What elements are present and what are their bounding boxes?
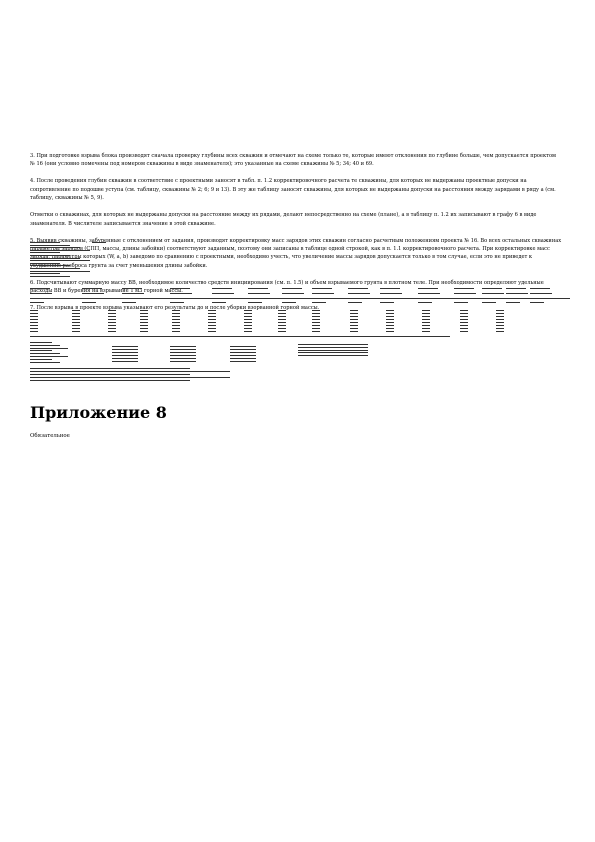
form-cell xyxy=(208,328,216,329)
form-cell xyxy=(386,319,394,320)
form-summary-line xyxy=(30,348,68,349)
form-cell xyxy=(422,331,430,332)
form-cell xyxy=(244,310,252,311)
form-summary-line xyxy=(170,361,196,362)
form-cell xyxy=(278,322,286,323)
paragraph-note: Отметки о скважинах, для которых не выдержаны допуски на расстояние между их рядами, делают непосредственно на схеме (планe), а в таблицу п. 1.2 их записывают в графу 6 в виде знаменателя. В числителе записывается значение в этой скважине. xyxy=(30,212,537,227)
form-summary-line xyxy=(298,355,368,356)
form-cell xyxy=(496,325,504,326)
form-cell xyxy=(72,325,80,326)
form-cell xyxy=(208,313,216,314)
form-summary-line xyxy=(170,358,196,359)
form-column-header xyxy=(312,288,332,289)
form-cell xyxy=(82,302,96,303)
form-cell xyxy=(244,331,252,332)
form-cell xyxy=(172,313,180,314)
form-cell xyxy=(422,319,430,320)
form-cell xyxy=(454,302,468,303)
form-header-line xyxy=(30,252,60,253)
paragraph-3: 3. При подготовке взрыва блока производят сначала проверку глубины всех скважин и отмечают на схеме только те, которые имеют отклонения по глубине больше, чем допускается проектом № 16 (они условно помечены под номером скважины в виде знаменателя); это указанные на схеме скважины № 5; 34; 40 и 69. xyxy=(30,153,556,168)
form-rule xyxy=(30,336,450,337)
form-cell xyxy=(312,322,320,323)
form-summary-line xyxy=(170,352,196,353)
form-column-header xyxy=(248,288,268,289)
form-header-line xyxy=(30,250,90,251)
form-cell xyxy=(386,310,394,311)
form-summary-line xyxy=(298,344,368,345)
form-summary-line xyxy=(30,353,60,354)
form-cell xyxy=(140,310,148,311)
form-column-header xyxy=(122,293,144,294)
form-cell xyxy=(170,302,184,303)
form-column-header xyxy=(82,293,104,294)
form-cell xyxy=(460,313,468,314)
form-cell xyxy=(140,331,148,332)
appendix-subheading: Обязательное xyxy=(30,433,70,439)
form-cell xyxy=(30,313,38,314)
form-column-header xyxy=(312,293,334,294)
form-column-header xyxy=(506,288,526,289)
form-summary-line xyxy=(112,355,138,356)
form-cell xyxy=(140,325,148,326)
form-cell xyxy=(350,325,358,326)
form-cell xyxy=(312,328,320,329)
form-cell xyxy=(496,322,504,323)
form-summary-line xyxy=(230,358,256,359)
form-cell xyxy=(350,310,358,311)
form-cell xyxy=(506,302,520,303)
form-cell xyxy=(460,316,468,317)
form-cell xyxy=(312,316,320,317)
form-cell xyxy=(208,319,216,320)
form-summary-line xyxy=(170,349,196,350)
form-cell xyxy=(30,325,38,326)
form-cell xyxy=(172,310,180,311)
form-cell xyxy=(312,310,320,311)
form-column-header xyxy=(282,293,304,294)
appendix-heading: Приложение 8 xyxy=(30,403,167,422)
form-cell xyxy=(108,319,116,320)
form-cell xyxy=(386,322,394,323)
form-summary-line xyxy=(230,361,256,362)
form-column-header xyxy=(380,288,400,289)
form-cell xyxy=(30,328,38,329)
form-cell xyxy=(140,316,148,317)
form-cell xyxy=(30,331,38,332)
form-footer-line xyxy=(30,380,190,381)
form-cell xyxy=(108,325,116,326)
form-cell xyxy=(30,319,38,320)
form-cell xyxy=(496,310,504,311)
form-cell xyxy=(312,313,320,314)
form-summary-line xyxy=(112,358,138,359)
form-cell xyxy=(460,331,468,332)
form-cell xyxy=(278,331,286,332)
form-cell xyxy=(172,319,180,320)
form-cell xyxy=(72,316,80,317)
form-cell xyxy=(72,319,80,320)
form-summary-line xyxy=(30,345,60,346)
form-cell xyxy=(30,302,44,303)
form-header-line xyxy=(30,263,60,264)
form-cell xyxy=(496,328,504,329)
form-header-line xyxy=(30,276,70,277)
form-column-header xyxy=(170,288,190,289)
form-cell xyxy=(108,313,116,314)
form-cell xyxy=(278,313,286,314)
form-footer-line xyxy=(30,374,190,375)
form-cell xyxy=(350,313,358,314)
form-column-header xyxy=(380,293,402,294)
form-cell xyxy=(30,310,38,311)
form-column-header xyxy=(482,288,502,289)
form-cell xyxy=(72,331,80,332)
form-cell xyxy=(108,328,116,329)
form-cell xyxy=(108,322,116,323)
form-cell xyxy=(386,331,394,332)
form-summary-line xyxy=(30,350,52,351)
form-column-header xyxy=(122,288,142,289)
form-cell xyxy=(350,319,358,320)
form-column-header xyxy=(530,288,550,289)
form-cell xyxy=(244,313,252,314)
form-summary-line xyxy=(30,342,52,343)
form-cell xyxy=(122,302,136,303)
form-summary-line xyxy=(112,349,138,350)
form-cell xyxy=(278,328,286,329)
form-cell xyxy=(140,313,148,314)
form-cell xyxy=(278,316,286,317)
form-column-header xyxy=(212,288,232,289)
form-cell xyxy=(386,325,394,326)
form-column-header xyxy=(170,293,192,294)
form-cell xyxy=(496,316,504,317)
form-cell xyxy=(350,316,358,317)
form-cell xyxy=(460,325,468,326)
form-column-header xyxy=(418,293,440,294)
form-cell xyxy=(278,310,286,311)
form-column-header xyxy=(454,293,476,294)
form-cell xyxy=(278,325,286,326)
form-column-header xyxy=(248,293,270,294)
form-cell xyxy=(348,302,362,303)
form-cell xyxy=(172,322,180,323)
form-rule xyxy=(30,298,570,299)
form-cell xyxy=(244,319,252,320)
form-cell xyxy=(30,316,38,317)
form-cell xyxy=(108,331,116,332)
form-header-line xyxy=(30,242,60,243)
form-summary-line xyxy=(170,355,196,356)
form-column-header xyxy=(212,293,234,294)
form-column-header xyxy=(30,288,50,289)
form-cell xyxy=(172,325,180,326)
form-column-header xyxy=(282,288,302,289)
form-summary-line xyxy=(298,350,368,351)
form-column-header xyxy=(348,288,368,289)
form-cell xyxy=(278,319,286,320)
form-column-header xyxy=(506,293,528,294)
form-column-header xyxy=(482,293,504,294)
form-cell xyxy=(208,331,216,332)
form-cell xyxy=(244,325,252,326)
form-summary-line xyxy=(112,346,138,347)
form-summary-line xyxy=(112,352,138,353)
form-summary-line xyxy=(170,346,196,347)
form-header-line xyxy=(30,255,70,256)
form-header-line xyxy=(30,247,80,248)
form-summary-line xyxy=(230,349,256,350)
form-cell xyxy=(386,313,394,314)
form-header-line xyxy=(30,273,60,274)
form-cell xyxy=(350,331,358,332)
form-cell xyxy=(208,316,216,317)
form-cell xyxy=(172,331,180,332)
form-cell xyxy=(422,328,430,329)
form-cell xyxy=(140,328,148,329)
form-cell xyxy=(208,310,216,311)
form-cell xyxy=(172,328,180,329)
paragraph-6: 6. Подсчитывают суммарную массу ВВ, необходимое количество средств инициирования (см. п. 1.5) и объем взрываемого грунта в плотном теле. При необходимости определяют удельные расходы ВВ и бурения на взрывание 1 м3 горной массы. xyxy=(30,279,544,295)
form-cell xyxy=(72,322,80,323)
form-column-header xyxy=(454,288,474,289)
form-cell xyxy=(72,328,80,329)
form-column-header xyxy=(30,293,52,294)
form-cell xyxy=(208,322,216,323)
form-cell xyxy=(312,331,320,332)
form-cell xyxy=(386,316,394,317)
form-cell xyxy=(422,310,430,311)
form-header-line xyxy=(30,271,90,272)
form-cell xyxy=(208,325,216,326)
form-summary-line xyxy=(112,361,138,362)
form-cell xyxy=(386,328,394,329)
form-cell xyxy=(422,325,430,326)
form-cell xyxy=(422,322,430,323)
form-cell xyxy=(244,322,252,323)
form-cell xyxy=(460,328,468,329)
form-header-line xyxy=(30,260,90,261)
form-cell xyxy=(482,302,496,303)
form-summary-line xyxy=(230,346,256,347)
form-cell xyxy=(350,328,358,329)
form-header-line xyxy=(30,245,70,246)
form-column-header xyxy=(418,288,438,289)
form-cell xyxy=(248,302,262,303)
form-cell xyxy=(422,316,430,317)
form-cell xyxy=(30,322,38,323)
form-cell xyxy=(312,325,320,326)
form-header-line xyxy=(92,242,106,243)
form-cell xyxy=(496,331,504,332)
form-cell xyxy=(140,322,148,323)
form-footer-line xyxy=(30,368,190,369)
form-column-header xyxy=(530,293,552,294)
form-cell xyxy=(312,319,320,320)
form-footer-line xyxy=(30,377,230,378)
form-cell xyxy=(72,310,80,311)
form-cell xyxy=(172,316,180,317)
form-cell xyxy=(108,316,116,317)
form-header-line xyxy=(30,265,70,266)
paragraph-7: 7. После взрыва в проекте взрыва указывают его результаты до и после уборки взорванной горной массы. xyxy=(30,305,320,312)
form-cell xyxy=(460,310,468,311)
form-cell xyxy=(212,302,226,303)
form-cell xyxy=(460,322,468,323)
form-summary-line xyxy=(230,352,256,353)
paragraph-5: 5. Выявив скважины, забуренные с отклонением от задания, производят корректировку масс зарядов этих скважин согласно расчетным положениям проекта № 16. Во всех остальных скважинах параметры зарядов (СПП, массы, длины забойки) соответствуют заданным, поэтому они записаны в таблице одной строкой, как в п. 1.1 корректировочного расчета. При корректировке масс заряда, параметры которых (W, a, b) заведомо по сравнению с проектными, необходимо учесть, что увеличение массы зарядов допускается только в том случае, если это не приведет к ухудшению разброса грунта за счет уменьшения длины забойки. xyxy=(30,237,562,269)
form-cell xyxy=(282,302,296,303)
form-column-header xyxy=(348,293,370,294)
form-footer-line xyxy=(30,371,230,372)
form-cell xyxy=(72,313,80,314)
form-summary-line xyxy=(30,362,60,363)
form-cell xyxy=(496,319,504,320)
form-column-header xyxy=(82,288,102,289)
form-cell xyxy=(460,319,468,320)
blast-record-form xyxy=(30,240,570,386)
form-cell xyxy=(312,302,326,303)
form-summary-line xyxy=(298,347,368,348)
form-summary-line xyxy=(30,359,52,360)
form-summary-line xyxy=(30,356,68,357)
form-cell xyxy=(350,322,358,323)
form-cell xyxy=(108,310,116,311)
paragraph-4: 4. После проведения глубин скважин в соответствие с проектными заносят в табл. п. 1.2 корректировочного расчета те скважины, для которых не выдержаны проектные допуски на сопротивление по подошве уступа (см. таблицу, скважины № 2; 6; 9 и 13). В эту же таблицу заносят скважины, для которых не выдержаны допуски на расстояния между зарядами в ряду а (см. таблицу, скважины № 5, 9). xyxy=(30,178,556,202)
form-summary-line xyxy=(230,355,256,356)
form-header-line xyxy=(30,268,80,269)
form-summary-line xyxy=(298,352,368,353)
form-cell xyxy=(244,316,252,317)
form-cell xyxy=(140,319,148,320)
form-cell xyxy=(496,313,504,314)
form-cell xyxy=(244,328,252,329)
form-cell xyxy=(418,302,432,303)
form-cell xyxy=(422,313,430,314)
form-cell xyxy=(530,302,544,303)
form-header-line xyxy=(30,258,80,259)
form-cell xyxy=(380,302,394,303)
